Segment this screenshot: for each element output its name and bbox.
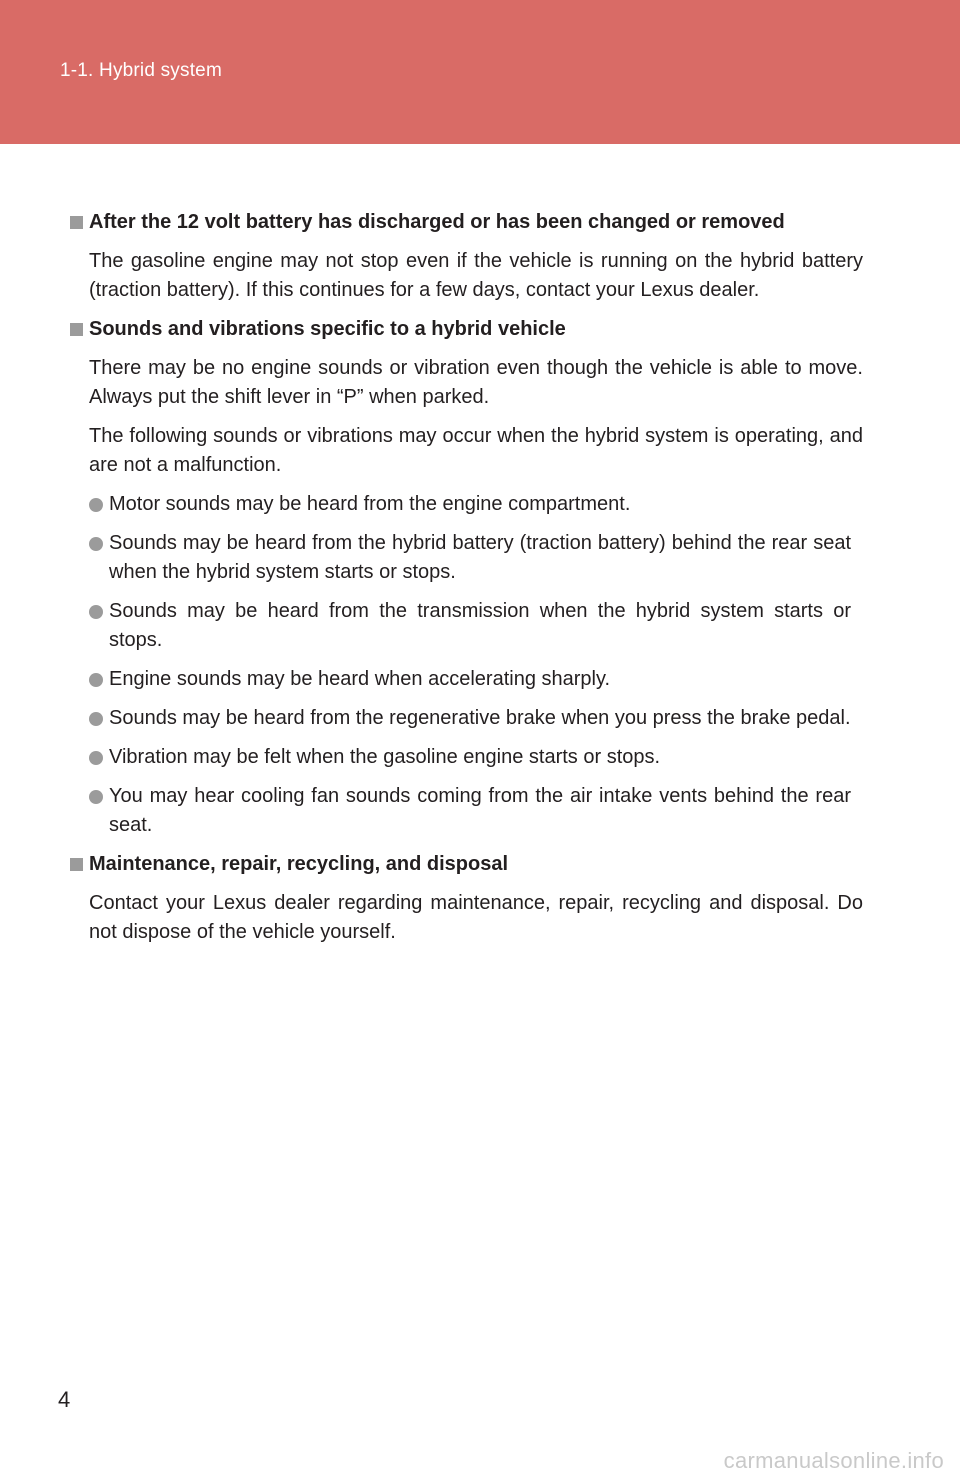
- circle-bullet-icon: [89, 790, 103, 804]
- circle-bullet-icon: [89, 673, 103, 687]
- list-item-text: Sounds may be heard from the transmission when the hybrid system starts or stops.: [109, 600, 851, 651]
- list-item: [89, 665, 863, 694]
- square-bullet-icon: [70, 216, 83, 229]
- list-item-text: Sounds may be heard from the hybrid battery (traction battery) behind the rear seat when the hybrid system starts or stops.: [109, 532, 851, 583]
- list-item: [89, 490, 863, 519]
- section-heading-text: Maintenance, repair, recycling, and disposal: [89, 853, 509, 875]
- section-heading-text: Sounds and vibrations specific to a hybrid vehicle: [89, 318, 566, 340]
- circle-bullet-icon: [89, 498, 103, 512]
- watermark: carmanualsonline.info: [723, 1448, 944, 1473]
- section-heading-sounds: [70, 315, 863, 343]
- list-item-text: Motor sounds may be heard from the engine compartment.: [109, 493, 631, 515]
- section-heading-text: After the 12 volt battery has discharged or has been changed or removed: [89, 211, 785, 233]
- paragraph: There may be no engine sounds or vibration even though the vehicle is able to move. Always put the shift lever in “P” when parked.: [89, 357, 863, 408]
- list-item-text: Vibration may be felt when the gasoline engine starts or stops.: [109, 746, 661, 768]
- circle-bullet-icon: [89, 712, 103, 726]
- list-item: [89, 529, 863, 587]
- list-item-text: Sounds may be heard from the regenerative brake when you press the brake pedal.: [109, 707, 851, 729]
- page-content: [70, 208, 863, 957]
- list-item: [89, 597, 863, 655]
- list-item: [89, 782, 863, 840]
- paragraph: The following sounds or vibrations may occur when the hybrid system is operating, and are not a malfunction.: [89, 425, 863, 476]
- page-header: [0, 0, 960, 144]
- section-heading-maintenance: [70, 850, 863, 878]
- circle-bullet-icon: [89, 605, 103, 619]
- list-item: [89, 743, 863, 772]
- section-heading-battery: [70, 208, 863, 236]
- circle-bullet-icon: [89, 537, 103, 551]
- paragraph: Contact your Lexus dealer regarding maintenance, repair, recycling and disposal. Do not dispose of the vehicle yourself.: [89, 892, 863, 943]
- page-number: 4: [58, 1387, 71, 1412]
- list-item: [89, 704, 863, 733]
- list-item-text: Engine sounds may be heard when accelerating sharply.: [109, 668, 611, 690]
- paragraph: The gasoline engine may not stop even if the vehicle is running on the hybrid battery (traction battery). If this continues for a few days, contact your Lexus dealer.: [89, 250, 863, 301]
- list-item-text: You may hear cooling fan sounds coming from the air intake vents behind the rear seat.: [109, 785, 851, 836]
- section-title: 1-1. Hybrid system: [60, 60, 222, 81]
- circle-bullet-icon: [89, 751, 103, 765]
- square-bullet-icon: [70, 858, 83, 871]
- square-bullet-icon: [70, 323, 83, 336]
